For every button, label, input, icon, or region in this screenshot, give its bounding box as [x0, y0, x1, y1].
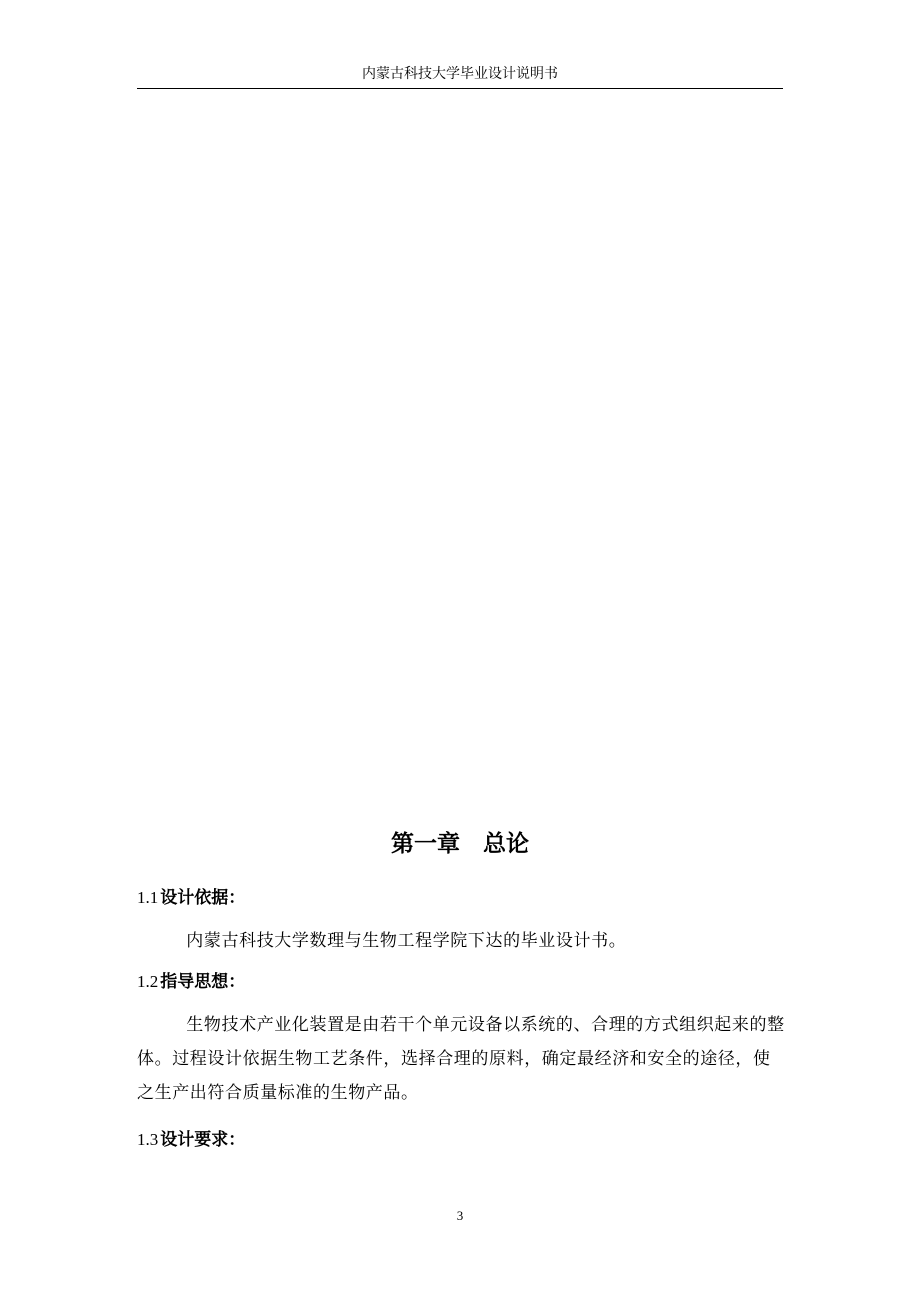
page-number: 3	[456, 1208, 464, 1223]
section-title: 设计要求：	[160, 1130, 246, 1150]
section-heading-1-1	[137, 886, 245, 910]
header-title: 内蒙古科技大学毕业设计说明书	[362, 66, 558, 82]
section-number: 1.3	[137, 1130, 159, 1149]
section-body-1-1: 内蒙古科技大学数理与生物工程学院下达的毕业设计书。	[186, 931, 627, 951]
section-number: 1.2	[137, 972, 159, 991]
section-title: 设计依据：	[160, 888, 246, 908]
chapter-title: 第一章 总论	[391, 830, 529, 857]
section-number: 1.1	[137, 888, 159, 907]
section-heading-1-3	[137, 1128, 245, 1152]
section-body-1-2: 生物技术产业化装置是由若干个单元设备以系统的、合理的方式组织起来的整体。过程设计依据生物工艺条件，选择合理的原料，确定最经济和安全的途径，使之生产出符合质量标准的生物产品。	[137, 1015, 785, 1103]
header-divider	[137, 88, 783, 89]
section-heading-1-2	[137, 970, 245, 994]
section-title: 指导思想：	[160, 972, 246, 992]
